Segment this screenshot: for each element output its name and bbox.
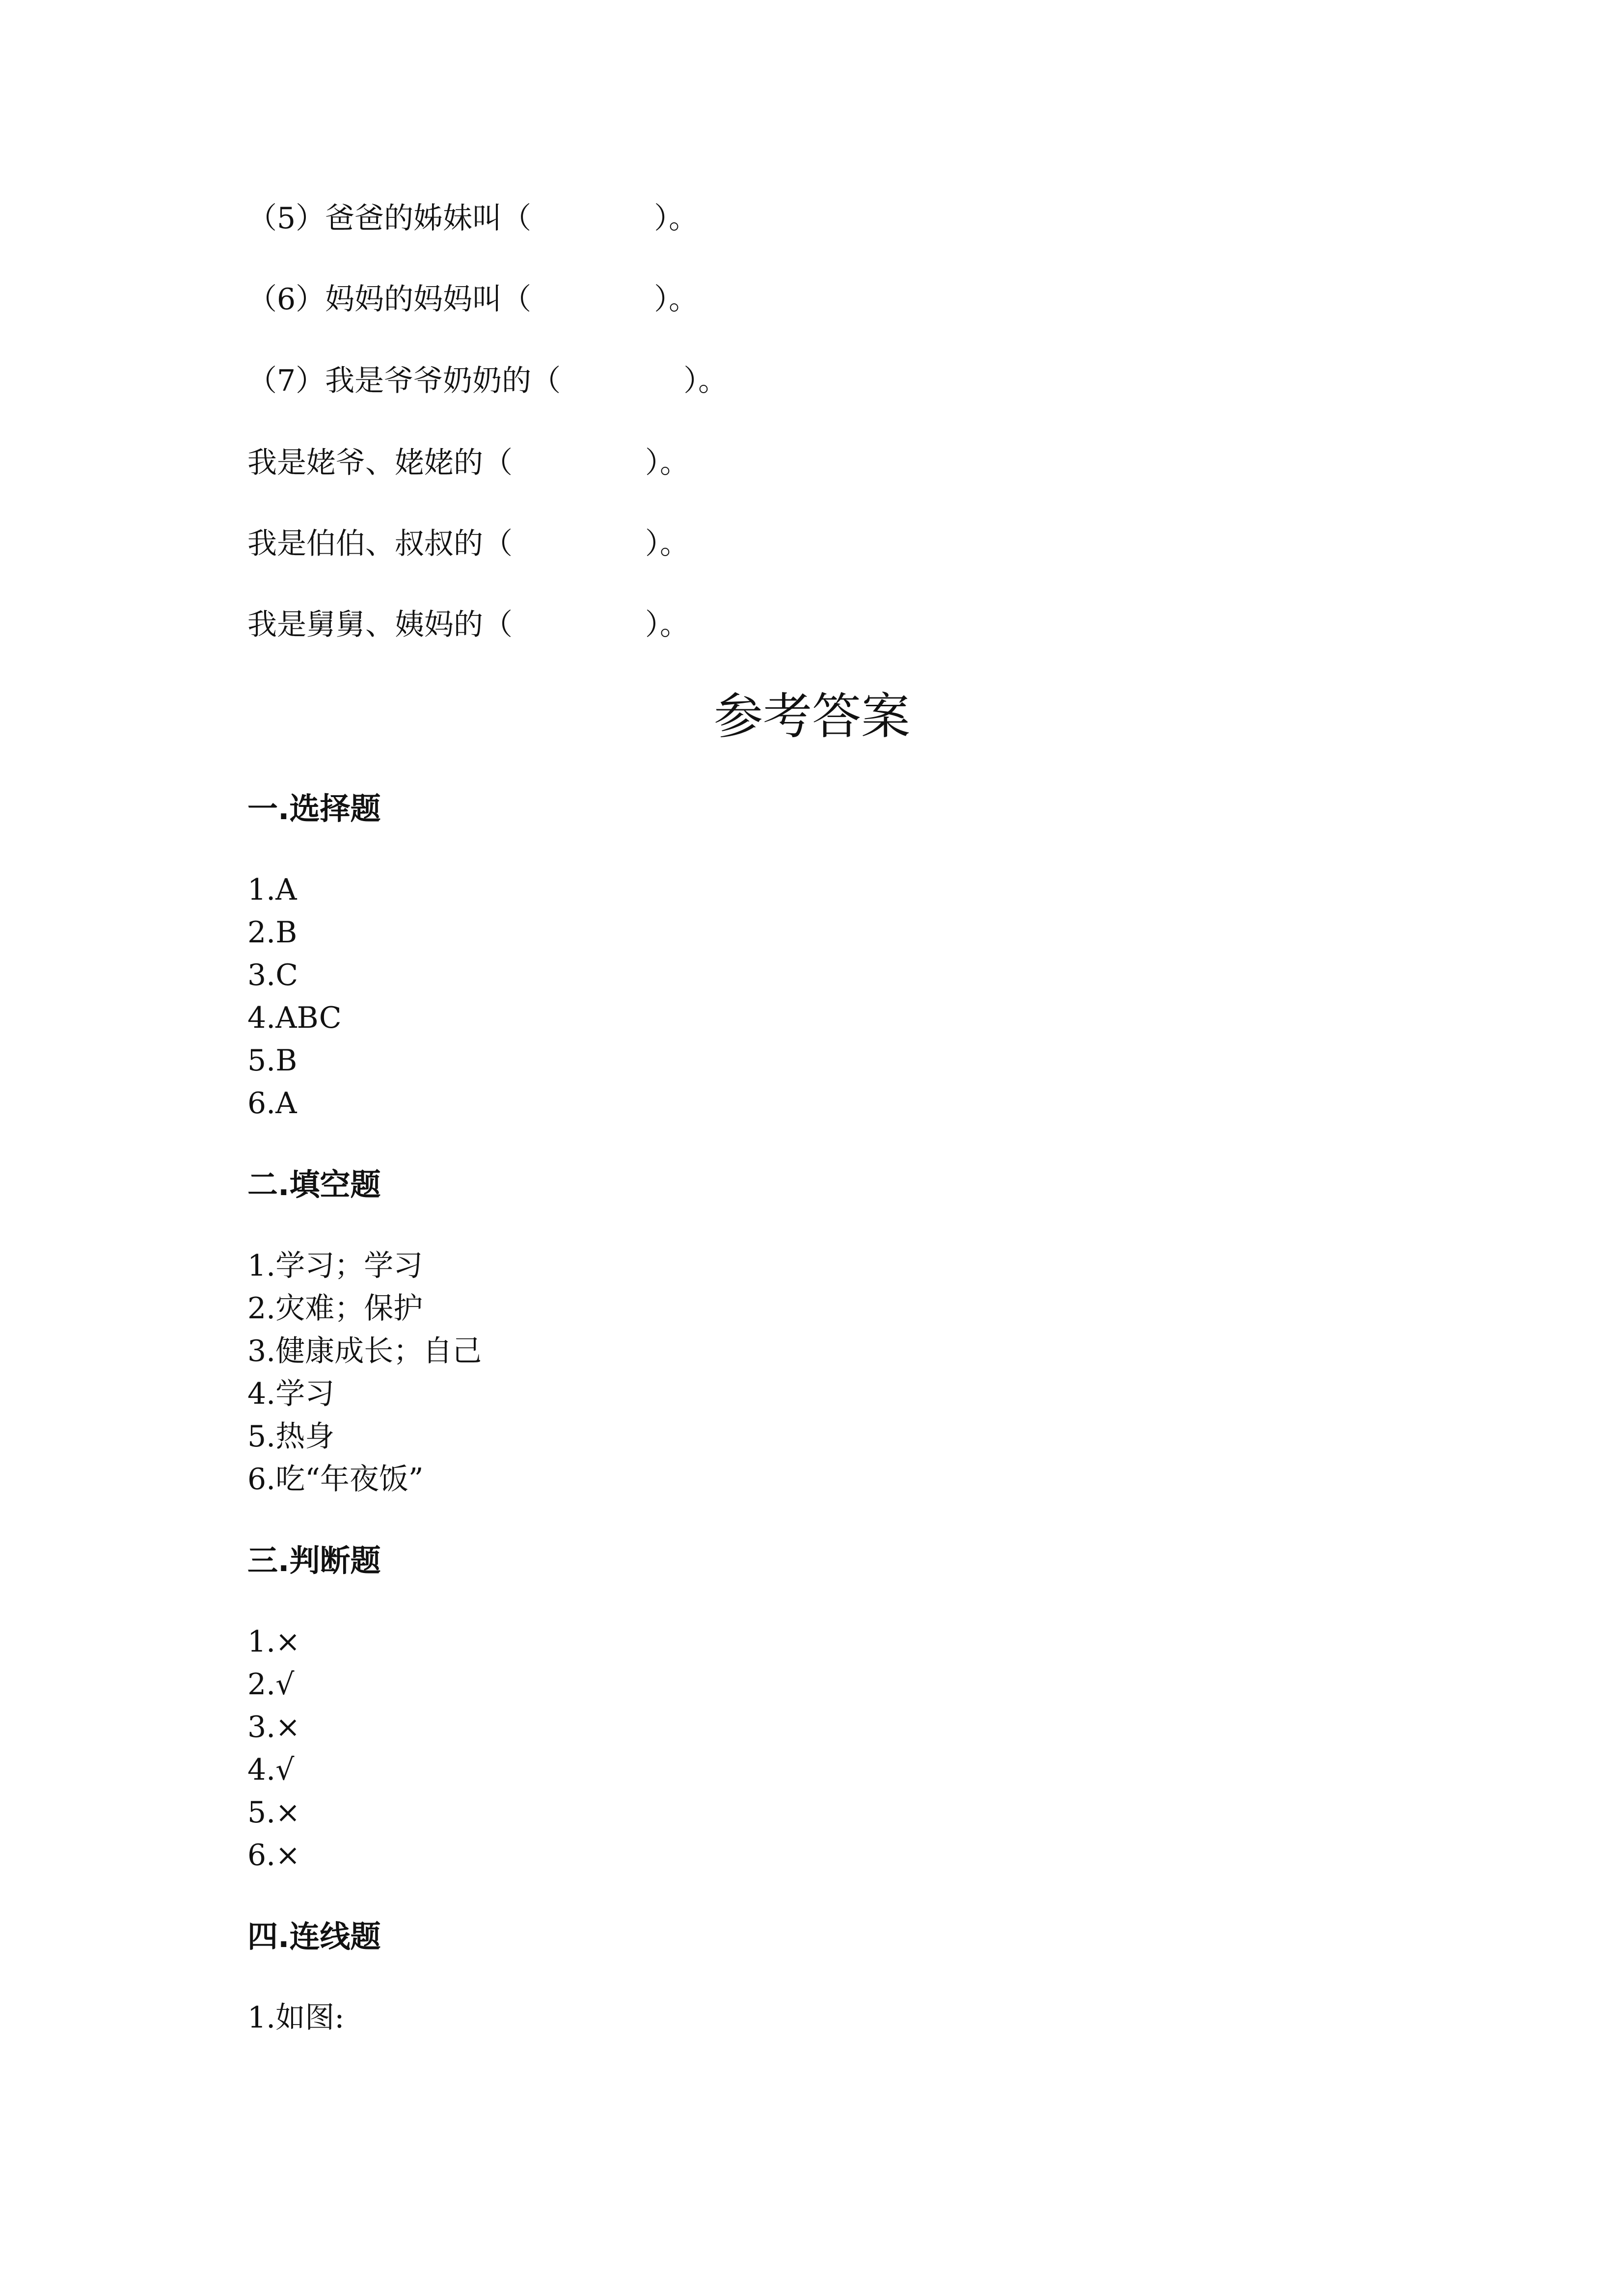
question-5 [247, 199, 698, 238]
question-5-text: （5）爸爸的姊妹叫（ [247, 201, 532, 236]
answer-line: 1.A [247, 873, 297, 907]
section-heading-judge: 三.判断题 [247, 1543, 381, 1578]
question-5-end: ）。 [654, 201, 699, 236]
question-7d-text: 我是舅舅、姨妈的（ [247, 608, 513, 642]
answer-line: 2.灾难；保护 [247, 1291, 423, 1326]
question-7b-end: ）。 [645, 446, 689, 480]
section-heading-fill: 二.填空题 [247, 1167, 381, 1202]
question-7c-end: ）。 [645, 527, 689, 561]
answer-line: 1.学习；学习 [247, 1249, 423, 1283]
answer-line: 1.如图: [247, 2001, 345, 2035]
answer-line: 6.× [247, 1838, 300, 1872]
answer-line: 4.学习 [247, 1377, 335, 1411]
answer-line: 3.健康成长；自己 [247, 1334, 482, 1368]
answer-line: 5.热身 [247, 1419, 335, 1454]
question-7 [247, 361, 728, 400]
answer-line: 5.B [247, 1043, 298, 1078]
question-6-end: ）。 [654, 282, 699, 317]
question-6-text: （6）妈妈的妈妈叫（ [247, 282, 532, 317]
question-7c-text: 我是伯伯、叔叔的（ [247, 527, 513, 561]
section-heading-choice: 一.选择题 [247, 791, 381, 827]
question-7b [247, 443, 689, 482]
question-7-text: （7）我是爷爷奶奶的（ [247, 364, 561, 398]
question-7b-text: 我是姥爷、姥姥的（ [247, 446, 513, 480]
question-7c [247, 524, 689, 563]
answer-line: 6.A [247, 1086, 297, 1121]
question-7d-end: ）。 [645, 608, 689, 642]
section-heading-match: 四.连线题 [247, 1919, 381, 1954]
question-6 [247, 280, 698, 319]
answer-line: 1.× [247, 1625, 300, 1659]
answer-line: 4.ABC [247, 1001, 342, 1035]
answer-line: 2.B [247, 915, 298, 950]
answer-line: 3.C [247, 958, 298, 992]
question-7-end: ）。 [683, 364, 728, 398]
answer-line: 2.√ [247, 1667, 295, 1702]
answer-line: 6.吃“年夜饭” [247, 1462, 424, 1496]
answer-line: 4.√ [247, 1753, 295, 1787]
answer-key-title: 参考答案 [714, 688, 910, 745]
question-7d [247, 605, 689, 644]
answer-line: 5.× [247, 1795, 300, 1830]
answer-line: 3.× [247, 1710, 300, 1744]
